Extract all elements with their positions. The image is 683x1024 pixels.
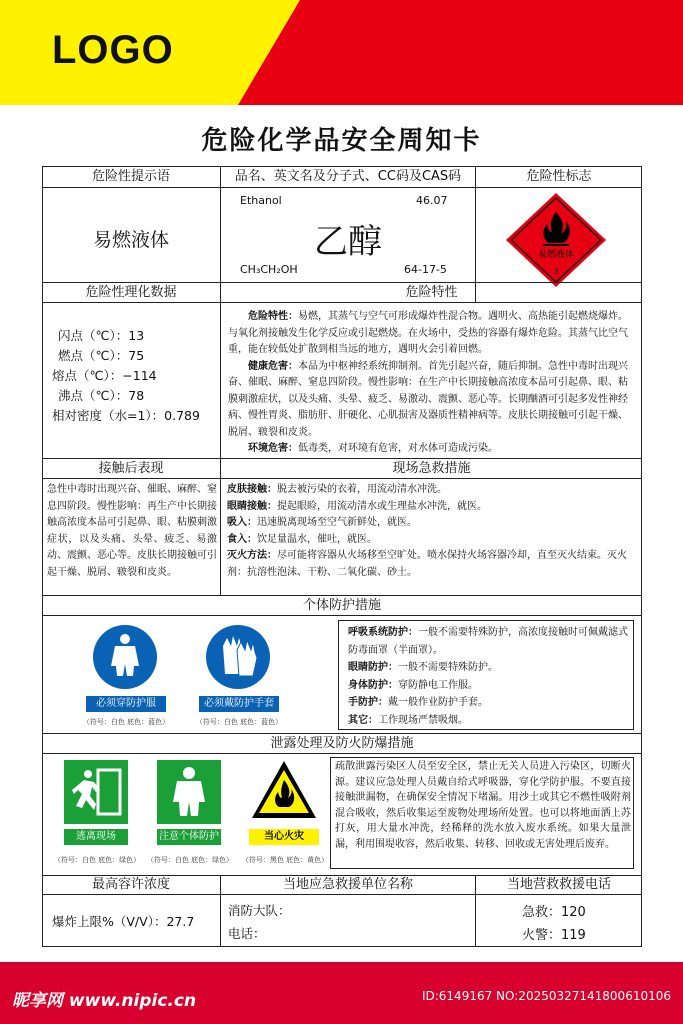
- ppe-key: 身体防护：: [348, 679, 398, 691]
- leak-icon-label: 当心火灾: [249, 829, 319, 845]
- firstaid-list: [227, 482, 637, 581]
- logo-text: LOGO: [52, 28, 174, 72]
- physchem-density: 相对密度（水=1）：0.789: [52, 408, 200, 423]
- ppe-icon-caption: （符号：白色 底色：蓝色）: [195, 718, 283, 726]
- firstaid-value: 脱去被污染的衣着，用流动清水冲洗。: [277, 484, 447, 495]
- firstaid-key: 吸入：: [227, 517, 257, 528]
- english-name: Ethanol: [240, 194, 282, 207]
- header-banner: [0, 0, 683, 105]
- hazard-text: [228, 309, 636, 458]
- header-phone: 当地营救救援电话: [506, 877, 611, 892]
- ppe-key: 手防护：: [348, 697, 388, 708]
- leak-icon-caption: （符号：白色 底色：绿色）: [146, 856, 234, 864]
- firstaid-key: 眼睛接触：: [227, 500, 277, 512]
- ghs-class: 3: [553, 267, 559, 276]
- ppe-icon-caption: （符号：白色 底色：蓝色）: [82, 718, 170, 726]
- personal-protection-icon: [157, 760, 221, 824]
- header-firstaid: 现场急救措施: [392, 461, 471, 476]
- ppe-key: 眼睛防护：: [348, 662, 398, 673]
- physchem-ignition-point: 燃点（℃）：75: [58, 348, 145, 363]
- protective-suit-icon: [92, 624, 158, 690]
- watermark-id: ID:6149167 NO:20250327141800610106: [421, 989, 671, 1003]
- divider: [220, 282, 221, 459]
- hazard-value: 低毒类，对环境有危害，对水体可造成污染。: [298, 443, 498, 454]
- ghs-label: 易燃液体: [537, 250, 575, 260]
- fire-warning-icon: [249, 758, 319, 822]
- header-rescue: 当地应急救援单位名称: [282, 877, 413, 892]
- leak-icon-label: 注意个体防护: [157, 829, 221, 845]
- leak-icon-caption: （符号：白色 底色：绿色）: [53, 856, 141, 864]
- page-title: 危险化学品安全周知卡: [201, 126, 482, 156]
- firstaid-key: 食入：: [227, 533, 257, 545]
- footer-bar: [0, 962, 683, 1024]
- explosion-limit: 爆炸上限%（V/V）：27.7: [52, 914, 195, 929]
- fire-brigade: 消防大队：: [228, 903, 291, 918]
- header-ppe: 个体防护措施: [302, 598, 381, 613]
- ppe-value: 一般不需要特殊防护。: [398, 662, 498, 673]
- firstaid-key: 灭火方法：: [227, 550, 277, 561]
- ppe-value: 戴一般作业防护手套。: [388, 697, 488, 708]
- ppe-icon-label: 必须穿防护服: [86, 696, 166, 712]
- contact-symptoms: 急性中毒时出现兴奋、催眠、麻醉、窒息四阶段。慢性影响：再生产中长期接触高浓度本品可引起鼻、眼、粘膜刺激症状，以及头痛、头晕、疲乏、易激动、震颤、恶心等。皮肤长期接触可引起干燥、脱屑、皲裂和皮炎。: [47, 484, 217, 578]
- hazard-key: 健康危害：: [248, 360, 298, 372]
- hazard-hint: 易燃液体: [92, 229, 169, 251]
- header-sign: 危险性标志: [526, 169, 592, 184]
- firstaid-value: 提起眼睑，用流动清水或生理盐水冲洗，就医。: [277, 500, 487, 512]
- chinese-name: 乙醇: [314, 222, 382, 262]
- hazard-key: 危险特性：: [248, 311, 298, 322]
- ppe-value: 一般不需要特殊防护，高浓度接触时可佩戴滤式防毒面罩（半面罩）。: [348, 627, 628, 656]
- ppe-list: [348, 624, 628, 729]
- header-name: 品名、英文名及分子式、CC码及CAS码: [234, 169, 462, 184]
- phone-fire-alarm: 火警：119: [522, 928, 586, 943]
- physchem-boiling-point: 沸点（℃）：78: [58, 388, 145, 403]
- header-contact: 接触后表现: [98, 461, 164, 476]
- flammable-liquid-sign-icon: [501, 190, 611, 290]
- rescue-phone: 电话：: [228, 926, 266, 941]
- header-leak: 泄露处理及防火防爆措施: [270, 736, 414, 751]
- escape-icon: [64, 760, 128, 824]
- cas-number: 64-17-5: [404, 263, 447, 276]
- phone-first-aid: 急救：120: [522, 905, 586, 920]
- leak-text: 疏散泄露污染区人员至安全区，禁止无关人员进入污染区，切断火源。建议应急处理人员戴自给式呼吸器，穿化学防护服。不要直接接触泄漏物，在确保安全情况下堵漏。用沙土或其它不燃性吸附剂混合吸收，然后收集运至废物处理场所处置。也可以将地面洒上苏打灰，用大量水冲洗，经稀释的洗水放入废水系统。如果大量泄漏，利用围堤收容，然后收集、转移、回收或无害处理后废弃。: [335, 761, 631, 850]
- header-limit: 最高容许浓度: [91, 877, 170, 892]
- firstaid-value: 饮足量温水，催吐，就医。: [257, 533, 377, 545]
- ppe-value: 工作现场严禁吸烟。: [378, 714, 468, 726]
- ppe-key: 其它：: [348, 714, 378, 726]
- header-hint: 危险性提示语: [91, 169, 170, 184]
- physchem-list: [52, 326, 200, 426]
- ppe-key: 呼吸系统防护：: [348, 627, 418, 638]
- physchem-flash-point: 闪点（℃）：13: [58, 328, 145, 343]
- leak-icon-caption: （符号：黑色 底色：黄色）: [241, 856, 329, 864]
- ppe-value: 穿防静电工作服。: [398, 679, 478, 691]
- header-physchem: 危险性理化数据: [85, 285, 177, 300]
- physchem-melting-point: 熔点（℃）：−114: [52, 368, 157, 383]
- hazard-value: 易燃，其蒸气与空气可形成爆炸性混合物。遇明火、高热能引起燃烧爆炸。与氧化剂接触发生化学反应或引起燃烧。在火场中，受热的容器有爆炸危险。其蒸气比空气重，能在较低处扩散到相当远的地方，遇明火会引着回燃。: [228, 311, 628, 355]
- protective-gloves-icon: [205, 624, 271, 690]
- cc-code: 46.07: [416, 194, 448, 207]
- formula: CH₃CH₂OH: [240, 263, 298, 276]
- hazard-key: 环境危害：: [248, 443, 298, 454]
- leak-icon-label: 逃离现场: [64, 829, 128, 845]
- watermark-brand: 昵享网 www.nipic.cn: [12, 991, 197, 1011]
- firstaid-value: 迅速脱离现场至空气新鲜处，就医。: [257, 517, 417, 528]
- firstaid-key: 皮肤接触：: [227, 484, 277, 495]
- hazard-value: 本品为中枢神经系统抑制剂。首先引起兴奋，随后抑制。急性中毒时出现兴奋、催眠、麻醉、窒息四阶段。慢性影响：在生产中长期接触高浓度本品可引起鼻、眼、粘膜刺激症状，以及头痛、头晕、疲乏、易激动、震颤、恶心等。长期酗酒可引起多发性神经病、慢性胃炎、脂肪肝、肝硬化、心肌损害及器质性精神病等。皮肤长期接触可引起干燥、脱屑、皲裂和皮炎。: [228, 360, 628, 438]
- ppe-icon-label: 必须戴防护手套: [199, 696, 279, 712]
- divider: [220, 458, 221, 596]
- firstaid-value: 尽可能将容器从火场移至空旷处。喷水保持火场容器冷却，直至灭火结束。灭火剂：抗溶性泡沫、干粉、二氧化碳、砂土。: [227, 550, 627, 578]
- header-hazard: 危险特性: [405, 285, 458, 300]
